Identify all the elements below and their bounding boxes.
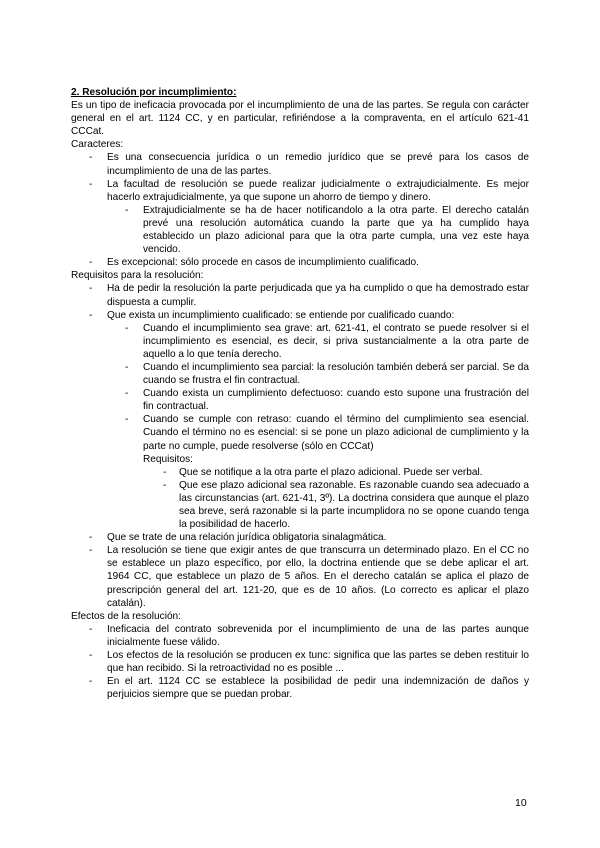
incumplimiento-case: - Cuando exista un cumplimiento defectuoso: cuando esto supone una frustración del fin contractual. bbox=[143, 387, 529, 413]
efectos-title: Efectos de la resolución: bbox=[71, 610, 181, 622]
incumplimiento-case: - Cuando el incumplimiento sea parcial: la resolución también deberá ser parcial. Se da cuando se frustra el fin contractual. bbox=[143, 361, 529, 387]
caracteres-item: - La facultad de resolución se puede realizar judicialmente o extrajudicialmente. Es mejor hacerlo extrajudicialmente, ya que supone un ahorro de tiempo y dinero. bbox=[107, 178, 529, 204]
requisitos-item: - Que exista un incumplimiento cualificado: se entiende por cualificado cuando: bbox=[107, 309, 529, 322]
caracteres-item: - Es una consecuencia jurídica o un remedio jurídico que se prevé para los casos de incumplimiento de una de las partes. bbox=[107, 151, 529, 177]
section-heading: 2. Resolución por incumplimiento: bbox=[71, 87, 237, 98]
caracteres-item: - Es excepcional: sólo procede en casos de incumplimiento cualificado. bbox=[107, 256, 529, 269]
requisitos-item: - La resolución se tiene que exigir antes de que transcurra un determinado plazo. En el CC no se establece un plazo específico, por ello, la doctrina entiende que se debe aplicar el art. 1964 CC, que establece un plazo de 5 años. En el derecho catalán se aplica el plazo de prescripción general del art. 121-20, que es de 10 años. (Lo correcto es aplicar el plazo catalán). bbox=[107, 544, 529, 609]
requisitos-title: Requisitos para la resolución: bbox=[71, 270, 204, 282]
caracteres-title: Caracteres: bbox=[71, 139, 124, 151]
requisitos-item: - Que se trate de una relación jurídica obligatoria sinalagmática. bbox=[107, 531, 529, 544]
incumplimiento-case: - Cuando el incumplimiento sea grave: art. 621-41, el contrato se puede resolver si el incumplimiento es esencial, es decir, si priva sustancialmente a la otra parte de aquello a lo que tenía derecho. bbox=[143, 322, 529, 361]
retraso-requisito: - Que ese plazo adicional sea razonable. Es razonable cuando sea adecuado a las circunstancias (art. 621-41, 3º). La doctrina considera que aunque el plazo sea breve, será razonable si la parte incumplidora no se opone cuando tenga la posibilidad de hacerlo. bbox=[179, 479, 529, 531]
retraso-requisitos-title: Requisitos: bbox=[143, 453, 193, 465]
efectos-item: - Ineficacia del contrato sobrevenida por el incumplimiento de una de las partes aunque inicialmente fuese válido. bbox=[107, 623, 529, 649]
intro-paragraph: Es un tipo de ineficacia provocada por el incumplimiento de una de las partes. Se regula con carácter general en el art. 1124 CC, y en particular, refiriéndose a la compraventa, en el artículo 621-41 CCCat. bbox=[71, 100, 529, 138]
retraso-requisito: - Que se notifique a la otra parte el plazo adicional. Puede ser verbal. bbox=[179, 466, 529, 479]
document-body bbox=[71, 86, 529, 701]
caracteres-subitem: - Extrajudicialmente se ha de hacer notificandolo a la otra parte. El derecho catalán prevé una resolución automática cuando la parte que ya ha cumplido haya establecido un plazo adicional para que la otra parte cumpla, una vez este haya vencido. bbox=[143, 204, 529, 256]
efectos-item: - Los efectos de la resolución se producen ex tunc: significa que las partes se deben restituir lo que han recibido. Si la retroactividad no es posible ... bbox=[107, 649, 529, 675]
requisitos-item: - Ha de pedir la resolución la parte perjudicada que ya ha cumplido o que ha demostrado estar dispuesta a cumplir. bbox=[107, 282, 529, 308]
page-number: 10 bbox=[515, 797, 527, 809]
incumplimiento-case: - Cuando se cumple con retraso: cuando el término del cumplimiento sea esencial. Cuando el término no es esencial: si se pone un plazo adicional de cumplimiento y la parte no cumple, puede resolverse (sólo en CCCat) bbox=[143, 413, 529, 452]
efectos-item: - En el art. 1124 CC se establece la posibilidad de pedir una indemnización de daños y perjuicios siempre que se puedan probar. bbox=[107, 675, 529, 701]
